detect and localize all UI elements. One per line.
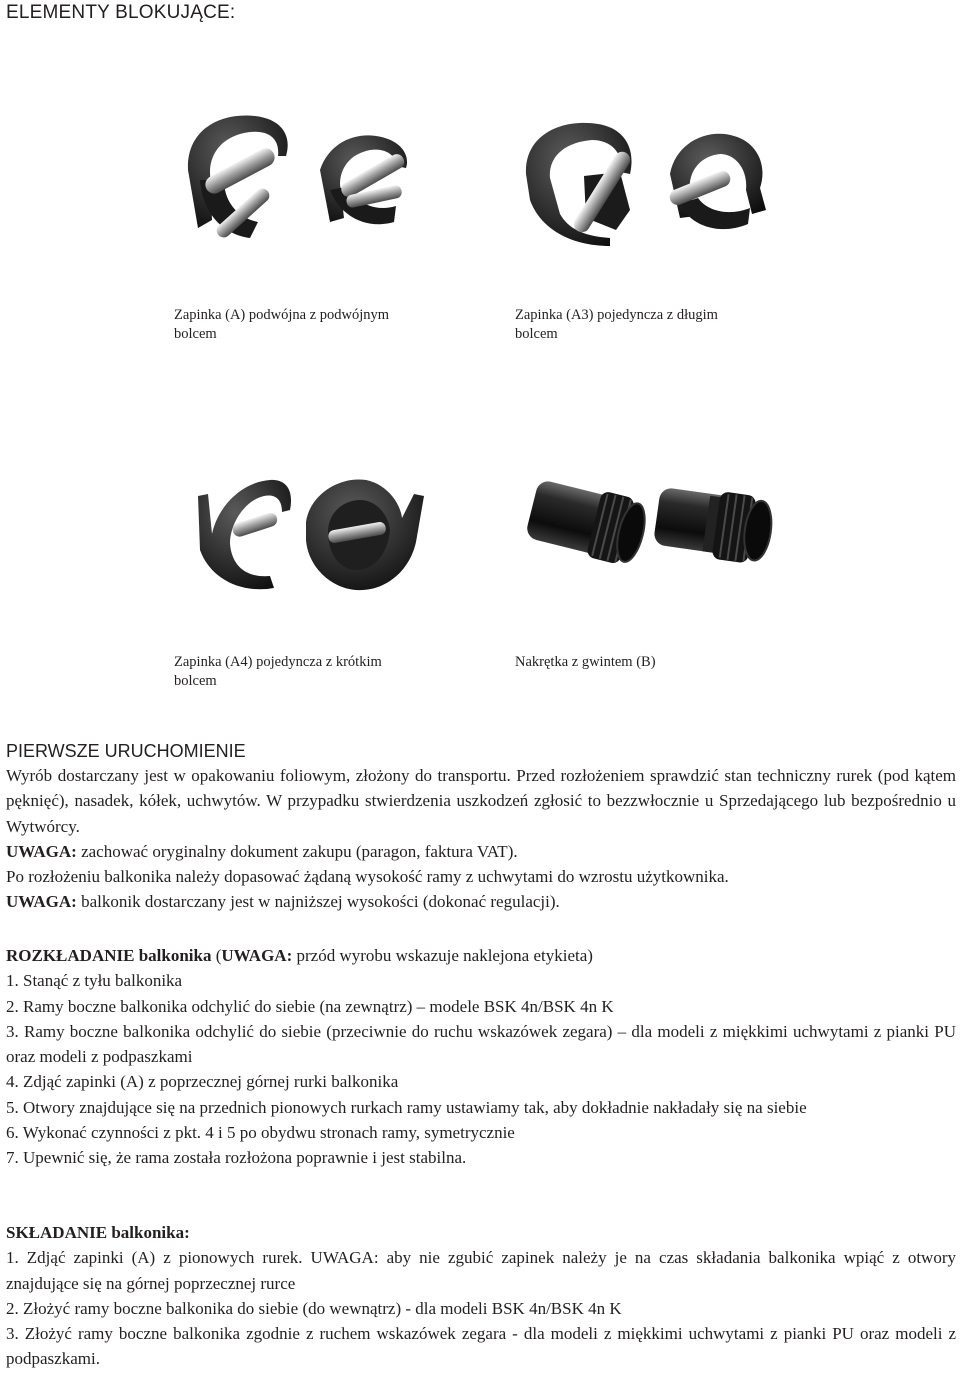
caption-line: bolcem <box>174 673 217 689</box>
clip-a-double-photo <box>180 110 430 250</box>
figure-caption-b <box>515 653 656 672</box>
unfolding-heading: ROZKŁADANIE balkonika <box>6 946 212 965</box>
unfolding-step: 5. Otwory znajdujące się na przednich pionowych rurkach ramy ustawiamy tak, aby dokładnie nakładały się na siebie <box>6 1097 807 1117</box>
warning-label: UWAGA: <box>6 841 77 861</box>
unfolding-step: 7. Upewnić się, że rama została rozłożona poprawnie i jest stabilna. <box>6 1148 467 1168</box>
page-title: ELEMENTY BLOKUJĄCE: <box>6 2 236 23</box>
caption-line: Nakrętka z gwintem (B) <box>515 654 656 670</box>
caption-line: Zapinka (A4) pojedyncza z krótkim <box>174 654 382 670</box>
unfolding-note: przód wyrobu wskazuje naklejona etykieta) <box>292 946 593 965</box>
unfolding-note-open: ( <box>211 946 222 965</box>
caption-line: bolcem <box>174 326 217 342</box>
caption-line: Zapinka (A) podwójna z podwójnym <box>174 307 390 323</box>
folding-section <box>6 1220 956 1372</box>
warning-label: UWAGA: <box>6 892 77 912</box>
unfolding-step: 1. Stanąć z tyłu balkonika <box>6 971 183 991</box>
warning-text: zachować oryginalny dokument zakupu (paragon, faktura VAT). <box>76 841 518 861</box>
folding-step: 1. Zdjąć zapinki (A) z pionowych rurek. UWAGA: aby nie zgubić zapinek należy je na czas składania balkonika wpiąć z otwory znajdujące się na górnej poprzecznej rurce <box>6 1248 956 1293</box>
first-start-intro: Wyrób dostarczany jest w opakowaniu foliowym, złożony do transportu. Przed rozłożeniem sprawdzić stan techniczny rurek (pod kątem pęknięć), nasadek, kółek, uchwytów. W przypadku stwierdzenia uszkodzeń zgłosić to bezzwłocznie u Sprzedającego lub bezpośrednio u Wytwórcy. <box>6 766 956 836</box>
figure-caption-a4 <box>174 653 382 691</box>
figure-caption-a3 <box>515 306 718 344</box>
threaded-nut-b-photo <box>520 472 780 592</box>
first-start-section <box>6 739 956 915</box>
caption-line: Zapinka (A3) pojedyncza z długim <box>515 307 718 323</box>
unfolding-step: 2. Ramy boczne balkonika odchylić do siebie (na zewnątrz) – modele BSK 4n/BSK 4n K <box>6 996 614 1016</box>
folding-heading: SKŁADANIE balkonika: <box>6 1223 190 1242</box>
unfolding-step: 3. Ramy boczne balkonika odchylić do siebie (przeciwnie do ruchu wskazówek zegara) – dla modeli z miękkimi uchwytami z pianki PU oraz modeli z podpaszkami <box>6 1021 956 1067</box>
figure-caption-a <box>174 306 389 344</box>
unfolding-step: 4. Zdjąć zapinki (A) z poprzecznej górnej rurki balkonika <box>6 1072 399 1092</box>
clip-a4-short-pin-photo <box>190 470 440 600</box>
unfolding-section <box>6 943 956 1171</box>
first-start-adjust-note: Po rozłożeniu balkonika należy dopasować żądaną wysokość ramy z uchwytami do wzrostu użytkownika. <box>6 867 729 887</box>
folding-step: 2. Złożyć ramy boczne balkonika do siebie (do wewnątrz) - dla modeli BSK 4n/BSK 4n K <box>6 1298 622 1318</box>
folding-step: 3. Złożyć ramy boczne balkonika zgodnie z ruchem wskazówek zegara - dla modeli z miękkimi uchwytami z pianki PU oraz modeli z podpaszkami. <box>6 1324 956 1369</box>
caption-line: bolcem <box>515 326 558 342</box>
unfolding-step: 6. Wykonać czynności z pkt. 4 i 5 po obydwu stronach ramy, symetrycznie <box>6 1123 515 1143</box>
warning-label: UWAGA: <box>221 946 293 965</box>
clip-a3-long-pin-photo <box>520 118 780 248</box>
first-start-warning-height <box>6 889 956 914</box>
warning-text: balkonik dostarczany jest w najniższej wysokości (dokonać regulacji). <box>76 892 560 912</box>
first-start-warning-receipt <box>6 839 956 864</box>
first-start-heading: PIERWSZE URUCHOMIENIE <box>6 741 246 761</box>
unfolding-heading-line <box>6 943 956 968</box>
folding-heading-line <box>6 1220 956 1245</box>
